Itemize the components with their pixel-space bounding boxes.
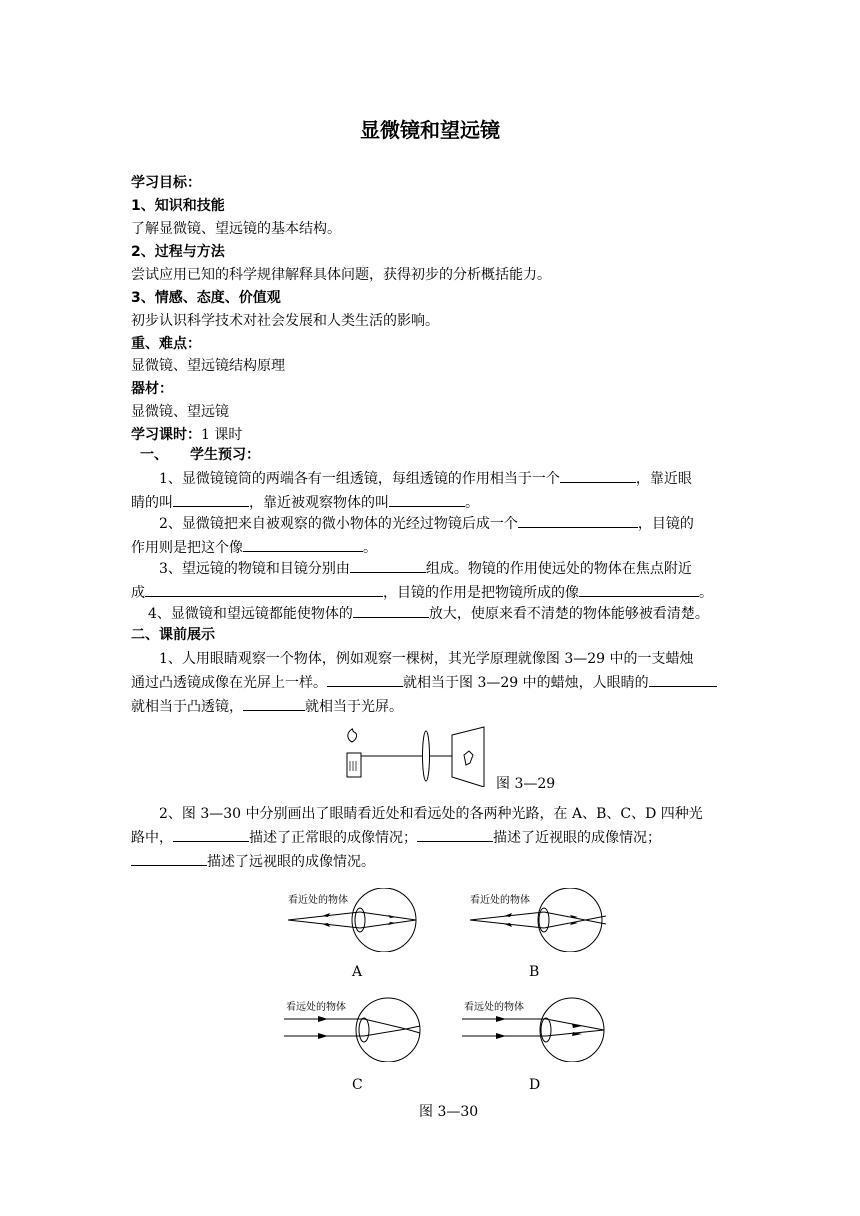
question-2: 2、显微镜把来自被观察的微小物体的光经过物镜后成一个 ，目镜的 作用则是把这个像 。 <box>131 512 731 560</box>
section1-title: 学生预习： <box>190 447 260 463</box>
answer-blank[interactable] <box>173 826 249 842</box>
answer-blank[interactable] <box>579 581 699 597</box>
eye-a-label: 看近处的物体 <box>288 895 348 906</box>
answer-blank[interactable] <box>173 491 249 507</box>
hours-text: 1 课时 <box>201 427 243 443</box>
hours-heading: 学习课时： <box>131 427 201 443</box>
convex-lens <box>423 731 430 781</box>
fig-3-29-caption: 图 3—29 <box>496 776 556 792</box>
materials-text: 显微镜、望远镜 <box>131 404 229 420</box>
caption-d: D <box>529 1077 541 1093</box>
preview-paragraph-1: 1、人用眼睛观察一个物体，例如观察一棵树，其光学原理就像图 3—29 中的一支蜡烛 通过凸透镜成像在光屏上一样。 就相当于图 3—29 中的蜡烛，人眼睛的 就相当于凸透镜， 就相当于光屏。 <box>131 648 731 719</box>
answer-blank[interactable] <box>131 850 207 866</box>
answer-blank[interactable] <box>417 826 493 842</box>
candle-lens-screen-diagram <box>340 725 490 787</box>
light-screen <box>452 727 484 787</box>
eye-diagram-c <box>284 996 424 1062</box>
eye-lens <box>539 908 549 932</box>
emotion-heading: 3、情感、态度、价值观 <box>131 290 281 306</box>
eye-c-label: 看远处的物体 <box>286 1002 346 1013</box>
eye-diagram-b <box>466 888 606 952</box>
answer-blank[interactable] <box>560 467 636 483</box>
knowledge-text: 了解显微镜、望远镜的基本结构。 <box>131 221 341 237</box>
key-points-text: 显微镜、望远镜结构原理 <box>131 358 285 374</box>
answer-blank[interactable] <box>145 581 383 597</box>
caption-b: B <box>529 964 540 980</box>
candle-body <box>347 753 361 777</box>
caption-a: A <box>352 964 363 980</box>
eye-lens <box>541 1018 551 1042</box>
question-3: 3、望远镜的物镜和目镜分别由 组成。物镜的作用使远处的物体在焦点附近 成 ，目镜的作用是把物镜所成的像 。 <box>131 557 731 605</box>
eye-lens <box>359 1018 369 1042</box>
eye-d-label: 看远处的物体 <box>464 1002 524 1013</box>
answer-blank[interactable] <box>518 512 638 528</box>
answer-blank[interactable] <box>243 695 305 711</box>
answer-blank[interactable] <box>353 602 429 618</box>
fig-3-30-caption: 图 3—30 <box>419 1104 479 1120</box>
answer-blank[interactable] <box>350 557 426 573</box>
eye-diagram-d <box>462 996 610 1062</box>
eye-diagram-a <box>284 888 424 952</box>
preview-paragraph-2: 2、图 3—30 中分别画出了眼睛看近处和看远处的各两种光路，在 A、B、C、D 四种光 路中， 描述了正常眼的成像情况； 描述了近视眼的成像情况； 描述了远视眼的成像情况。 <box>131 806 703 870</box>
page-title: 显微镜和望远镜 <box>360 118 500 142</box>
question-4: 4、显微镜和望远镜都能使物体的 放大，使原来看不清楚的物体能够被看清楚。 <box>148 602 734 626</box>
question-1: 1、显微镜镜筒的两端各有一组透镜，每组透镜的作用相当于一个 ，靠近眼 睛的叫 ，靠近被观察物体的叫 。 <box>131 467 731 515</box>
hours-line <box>131 425 242 445</box>
answer-blank[interactable] <box>327 671 403 687</box>
eye-b-label: 看近处的物体 <box>470 895 530 906</box>
answer-blank[interactable] <box>243 536 363 552</box>
materials-heading: 器材： <box>131 381 173 397</box>
knowledge-heading: 1、知识和技能 <box>131 198 225 214</box>
section1-num: 一、 <box>140 447 168 463</box>
section2-heading: 二、课前展示 <box>131 627 215 643</box>
process-heading: 2、过程与方法 <box>131 244 225 260</box>
objectives-heading: 学习目标： <box>131 175 201 191</box>
answer-blank[interactable] <box>389 491 465 507</box>
section1-heading <box>140 445 260 465</box>
key-points-heading: 重、难点： <box>131 336 201 352</box>
candle-flame <box>348 729 357 742</box>
answer-blank[interactable] <box>649 671 717 687</box>
caption-c: C <box>352 1077 363 1093</box>
emotion-text: 初步认识科学技术对社会发展和人类生活的影响。 <box>131 313 439 329</box>
eye-lens <box>355 908 365 932</box>
process-text: 尝试应用已知的科学规律解释具体问题，获得初步的分析概括能力。 <box>131 267 551 283</box>
